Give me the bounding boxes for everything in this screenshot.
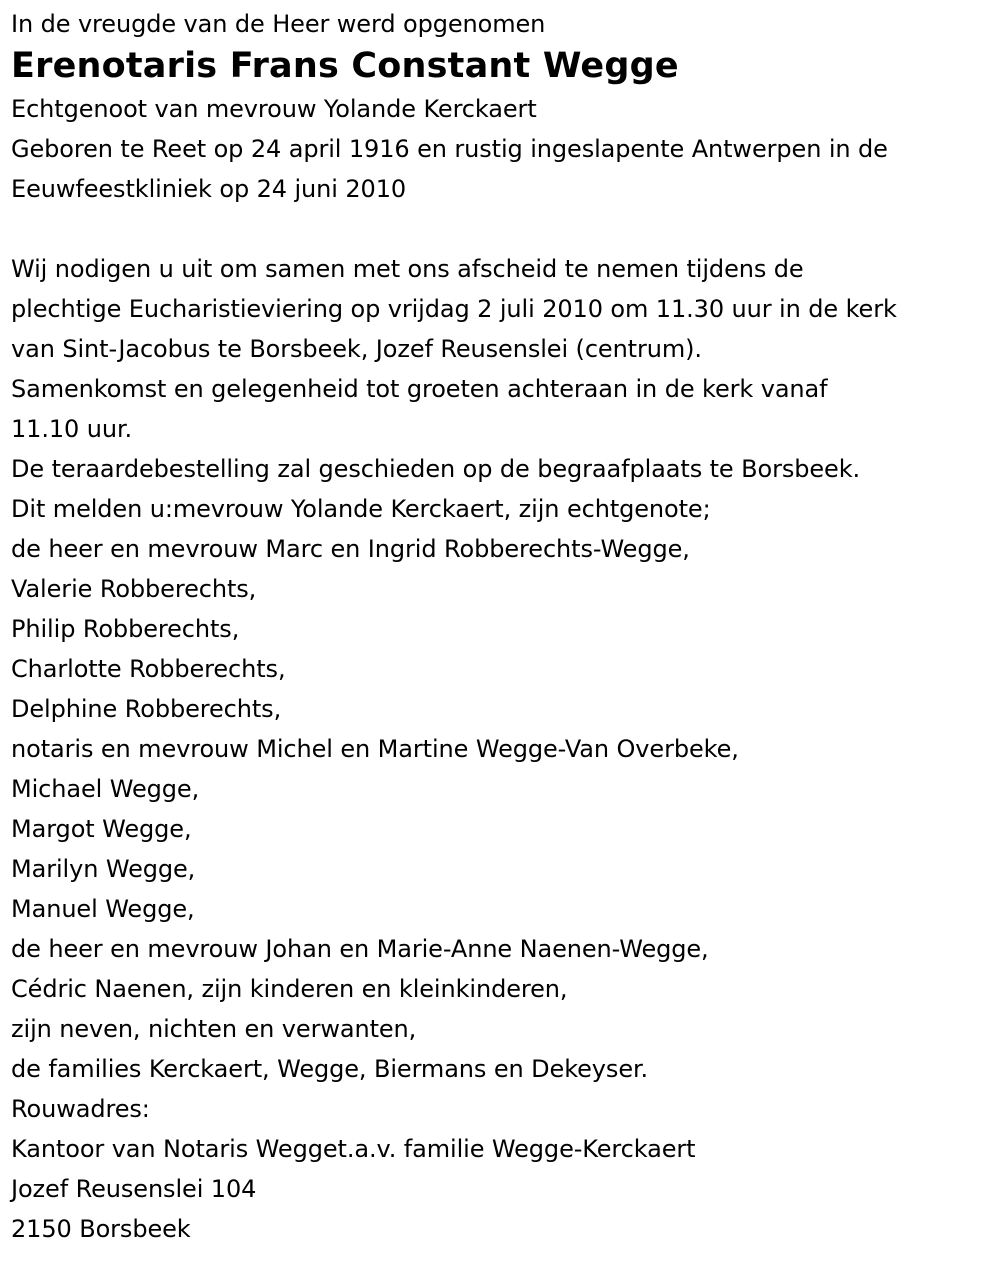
body-line: de families Kerckaert, Wegge, Biermans en Dekeyser.: [11, 1055, 649, 1083]
body-line: plechtige Eucharistieviering op vrijdag 2 juli 2010 om 11.30 uur in de kerk: [11, 295, 897, 323]
body-line: de heer en mevrouw Johan en Marie-Anne Naenen-Wegge,: [11, 935, 709, 963]
body-line: Margot Wegge,: [11, 815, 192, 843]
obituary-notice: [11, 6, 996, 1249]
body-line: van Sint-Jacobus te Borsbeek, Jozef Reusenslei (centrum).: [11, 335, 702, 363]
body-line: Wij nodigen u uit om samen met ons afscheid te nemen tijdens de: [11, 255, 804, 283]
paragraph-spacer: [11, 209, 996, 249]
spouse-line: Echtgenoot van mevrouw Yolande Kerckaert: [11, 95, 537, 123]
body-line: Rouwadres:: [11, 1095, 150, 1123]
birth-death-line-1: Geboren te Reet op 24 april 1916 en rustig ingeslapente Antwerpen in de: [11, 135, 888, 163]
body-line: de heer en mevrouw Marc en Ingrid Robberechts-Wegge,: [11, 535, 690, 563]
body-line: Valerie Robberechts,: [11, 575, 257, 603]
intro-line: In de vreugde van de Heer werd opgenomen: [11, 10, 546, 38]
body-line: Cédric Naenen, zijn kinderen en kleinkinderen,: [11, 975, 568, 1003]
body-line: Marilyn Wegge,: [11, 855, 196, 883]
birth-death-line-2: Eeuwfeestkliniek op 24 juni 2010: [11, 175, 407, 203]
body-line: 11.10 uur.: [11, 415, 133, 443]
deceased-name: Erenotaris Frans Constant Wegge: [11, 46, 679, 86]
body-line: 2150 Borsbeek: [11, 1215, 191, 1243]
body-line: Samenkomst en gelegenheid tot groeten achteraan in de kerk vanaf: [11, 375, 828, 403]
body-line: Manuel Wegge,: [11, 895, 195, 923]
body-line: Kantoor van Notaris Wegget.a.v. familie Wegge-Kerckaert: [11, 1135, 696, 1163]
body-line: Charlotte Robberechts,: [11, 655, 286, 683]
body-line: Michael Wegge,: [11, 775, 200, 803]
body-line: Philip Robberechts,: [11, 615, 240, 643]
body-line: zijn neven, nichten en verwanten,: [11, 1015, 417, 1043]
body-line: Dit melden u:mevrouw Yolande Kerckaert, zijn echtgenote;: [11, 495, 711, 523]
body-line: Delphine Robberechts,: [11, 695, 282, 723]
body-line: Jozef Reusenslei 104: [11, 1175, 257, 1203]
body-line: notaris en mevrouw Michel en Martine Wegge-Van Overbeke,: [11, 735, 739, 763]
body-line: De teraardebestelling zal geschieden op de begraafplaats te Borsbeek.: [11, 455, 861, 483]
